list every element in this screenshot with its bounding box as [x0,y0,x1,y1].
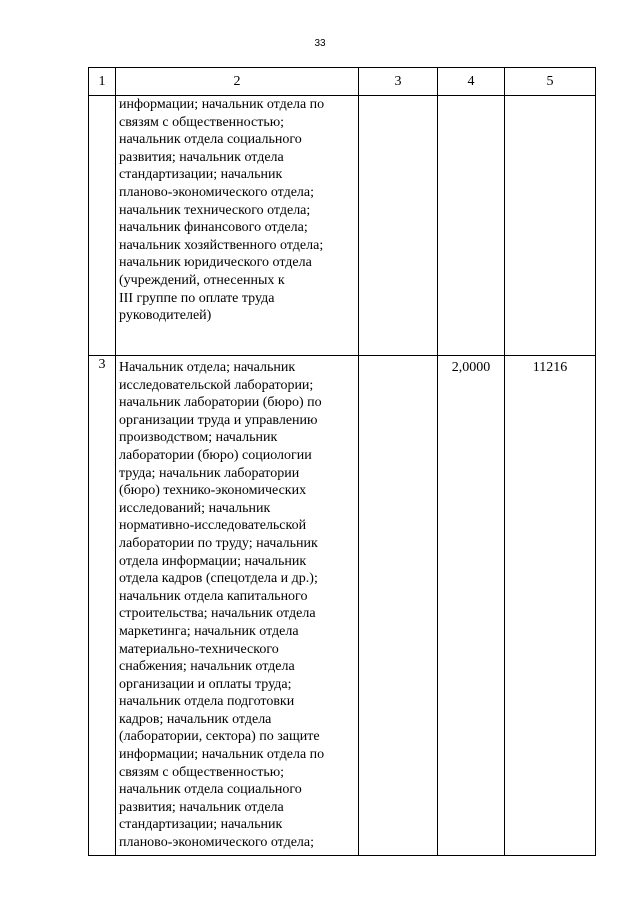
text-line: отдела информации; начальник [119,553,307,569]
text-line: организации и оплаты труда; [119,676,292,692]
page-number: 33 [314,38,326,49]
table-row [89,356,596,856]
coefficient-value: 2,0000 [438,356,505,856]
position-list [116,356,359,856]
text-line: развития; начальник отдела [119,799,284,815]
text-line: связям с общественностью; [119,764,285,780]
salary-table [88,67,596,856]
header-col-1: 1 [89,68,116,96]
header-col-2: 2 [116,68,359,96]
text-line: информации; начальник отдела по [119,97,325,112]
header-col-4: 4 [438,68,505,96]
text-line: маркетинга; начальник отдела [119,623,299,639]
text-line: начальник юридического отдела [119,255,312,271]
text-line: Начальник отдела; начальник [119,360,296,375]
text-line: планово-экономического отдела; [119,835,315,851]
text-line: планово-экономического отдела; [119,184,315,200]
text-line: начальник отдела подготовки [119,694,295,710]
text-line: информации; начальник отдела по [119,747,325,763]
position-list [116,96,359,356]
text-line: снабжения; начальник отдела [119,659,295,675]
row-number: 3 [89,356,116,856]
text-line: нормативно-исследовательской [119,518,307,534]
row-number [89,96,116,356]
text-line: организации труда и управлению [119,412,318,428]
text-line: начальник лаборатории (бюро) по [119,395,322,411]
text-line: стандартизации; начальник [119,817,283,833]
text-line: (лаборатории, сектора) по защите [119,729,320,745]
text-line: начальник отдела социального [119,132,302,148]
text-line: кадров; начальник отдела [119,711,272,727]
position-text [119,359,358,852]
text-line: III группе по оплате труда [119,290,275,306]
header-col-5: 5 [505,68,596,96]
text-line: начальник отдела капитального [119,588,308,604]
text-line: стандартизации; начальник [119,167,283,183]
text-line: начальник хозяйственного отдела; [119,237,324,253]
coefficient-value [438,96,505,356]
text-line: начальник финансового отдела; [119,220,308,236]
text-line: материально-технического [119,641,279,657]
position-text [119,96,358,325]
text-line: отдела кадров (спецотдела и др.); [119,571,318,587]
header-col-3: 3 [359,68,438,96]
text-line: (учреждений, отнесенных к [119,272,285,288]
text-line: строительства; начальник отдела [119,606,316,622]
text-line: лаборатории (бюро) социологии [119,447,312,463]
text-line: труда; начальник лаборатории [119,465,300,481]
salary-value [505,96,596,356]
text-line: производством; начальник [119,430,278,446]
text-line: руководителей) [119,308,212,324]
text-line: лаборатории по труду; начальник [119,535,318,551]
text-line: развития; начальник отдела [119,149,284,165]
text-line: исследований; начальник [119,500,271,516]
table-row [89,96,596,356]
text-line: начальник отдела социального [119,782,302,798]
text-line: начальник технического отдела; [119,202,311,218]
text-line: (бюро) технико-экономических [119,483,307,499]
text-line: связям с общественностью; [119,114,285,130]
col3-value [359,356,438,856]
table-header-row [89,68,596,96]
salary-value: 11216 [505,356,596,856]
text-line: исследовательской лаборатории; [119,377,314,393]
col3-value [359,96,438,356]
